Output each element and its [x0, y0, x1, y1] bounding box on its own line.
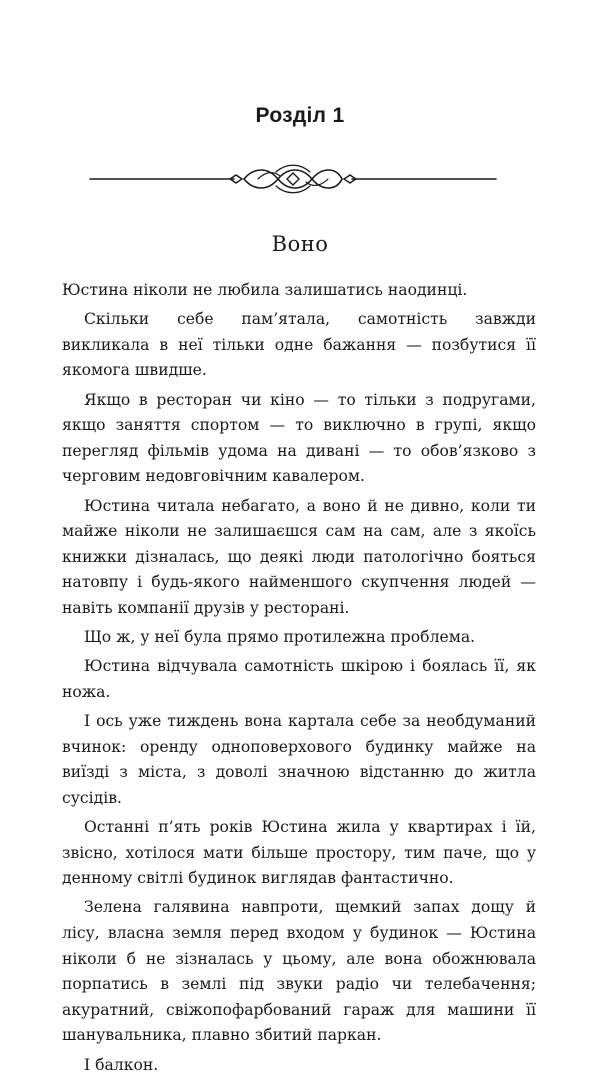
paragraph: Що ж, у неї була прямо протилежна проблема. — [84, 628, 476, 647]
paragraph: Юстина читала небагато, а воно й не дивно, коли ти майже ніколи не залишаєшся сам на сам, але з якоїсь книжки дізналась, що деякі люди патологічно бояться натовпу і будь-якого найменшого скупчення людей — навіть компанії друзів у ресторані. — [62, 496, 536, 617]
paragraph: І ось уже тиждень вона картала себе за необдуманий вчинок: оренду одноповерхового будинку майже на виїзді з міста, з доволі значною відстанню до житла сусідів. — [62, 712, 536, 807]
paragraph: Останні п’ять років Юстина жила у квартирах і їй, звісно, хотілося мати більше простору, тим паче, що у денному світлі будинок виглядав фантастично. — [62, 818, 536, 888]
chapter-text — [62, 278, 536, 1082]
paragraph: Зелена галявина навпроти, щемкий запах дощу й лісу, власна земля перед входом у будинок — Юстина ніколи б не зізналась у цьому, але вона обожнювала порпатись в землі під звуки радіо чи телебачення; акуратний, свіжопофарбований гараж для машини її шанувальника, плавно збитий паркан. — [62, 898, 536, 1045]
chapter-title: Розділ 1 — [255, 104, 345, 127]
ornament-divider-icon — [88, 164, 498, 194]
paragraph: Юстина ніколи не любила залишатись наодинці. — [62, 281, 468, 299]
paragraph: Якщо в ресторан чи кіно — то тільки з подругами, якщо заняття спортом — то виключно в групі, якщо перегляд фільмів удома на дивані — то обов’язково з черговим недовговічним кавалером. — [62, 390, 536, 486]
section-title: Воно — [271, 232, 329, 256]
paragraph: Скільки себе пам’ятала, самотність завжди викликала в неї тільки одне бажання — позбутися її якомога швидше. — [62, 310, 536, 380]
paragraph: Юстина відчувала самотність шкірою і боялась її, як ножа. — [62, 657, 536, 701]
paragraph: І балкон. — [84, 1055, 159, 1074]
